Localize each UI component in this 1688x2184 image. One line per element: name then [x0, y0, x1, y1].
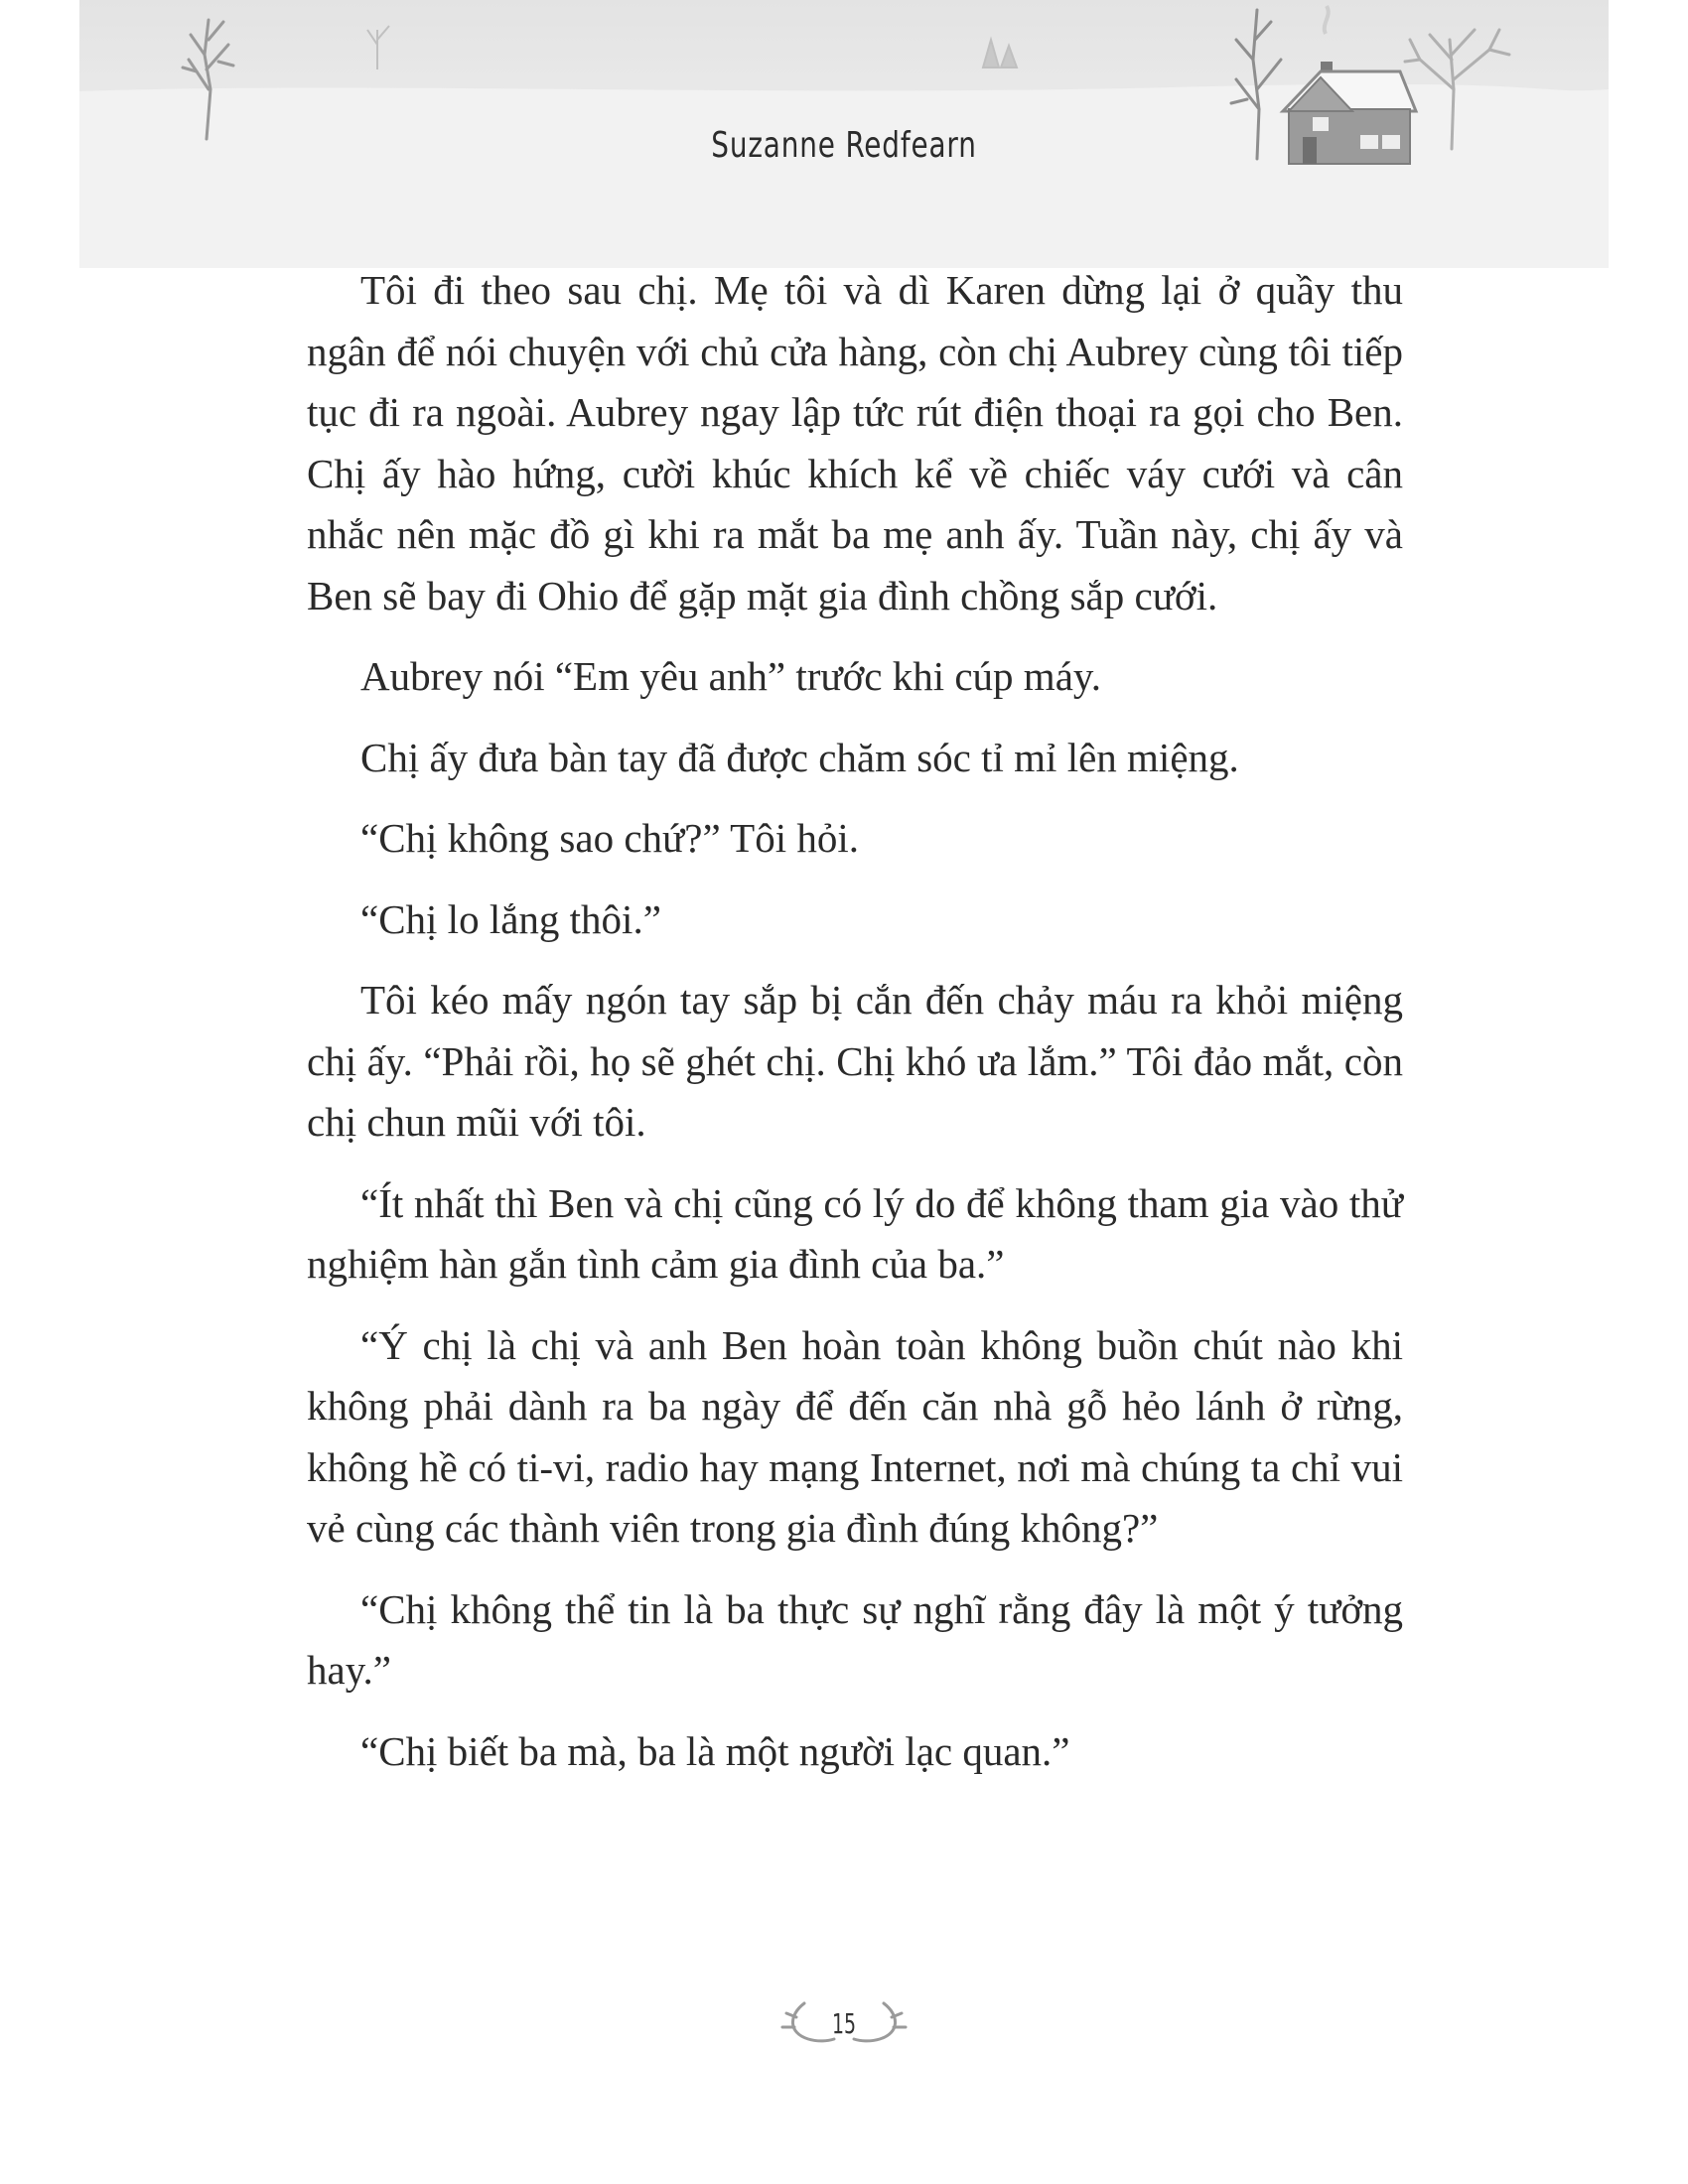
- paragraph: Aubrey nói “Em yêu anh” trước khi cúp máy.: [360, 653, 1101, 699]
- author-name: Suzanne Redfearn: [711, 125, 977, 166]
- paragraph: “Ý chị là chị và anh Ben hoàn toàn không buồn chút nào khi không phải dành ra ba ngày để đến căn nhà gỗ hẻo lánh ở rừng, không hề có ti-vi, radio hay mạng Internet, nơi mà chúng ta chỉ vui vẻ cùng các thành viên trong gia đình đúng không?”: [307, 1321, 1403, 1551]
- paragraph: Tôi đi theo sau chị. Mẹ tôi và dì Karen dừng lại ở quầy thu ngân để nói chuyện với chủ cửa hàng, còn chị Aubrey cùng tôi tiếp tục đi ra ngoài. Aubrey ngay lập tức rút điện thoại ra gọi cho Ben. Chị ấy hào hứng, cười khúc khích kể về chiếc váy cưới và cân nhắc nên mặc đồ gì khi ra mắt ba mẹ anh ấy. Tuần này, chị ấy và Ben sẽ bay đi Ohio để gặp mặt gia đình chồng sắp cưới.: [307, 267, 1403, 618]
- page-body: [307, 260, 1403, 1802]
- paragraph: “Chị không sao chứ?” Tôi hỏi.: [360, 815, 859, 861]
- paragraph: “Chị lo lắng thôi.”: [360, 895, 661, 942]
- page-header: [79, 0, 1609, 268]
- paragraph: “Chị biết ba mà, ba là một người lạc quan.”: [360, 1727, 1070, 1774]
- paragraph: Tôi kéo mấy ngón tay sắp bị cắn đến chảy máu ra khỏi miệng chị ấy. “Phải rồi, họ sẽ ghét chị. Chị khó ưa lắm.” Tôi đảo mắt, còn chị chun mũi với tôi.: [307, 977, 1403, 1145]
- page-number: 15: [831, 2007, 857, 2040]
- paragraph: Chị ấy đưa bàn tay đã được chăm sóc tỉ mỉ lên miệng.: [360, 734, 1239, 780]
- paragraph: “Ít nhất thì Ben và chị cũng có lý do để không tham gia vào thử nghiệm hàn gắn tình cảm gia đình của ba.”: [307, 1179, 1403, 1287]
- paragraph: “Chị không thể tin là ba thực sự nghĩ rằng đây là một ý tưởng hay.”: [307, 1585, 1403, 1693]
- page-footer: [774, 1993, 914, 2053]
